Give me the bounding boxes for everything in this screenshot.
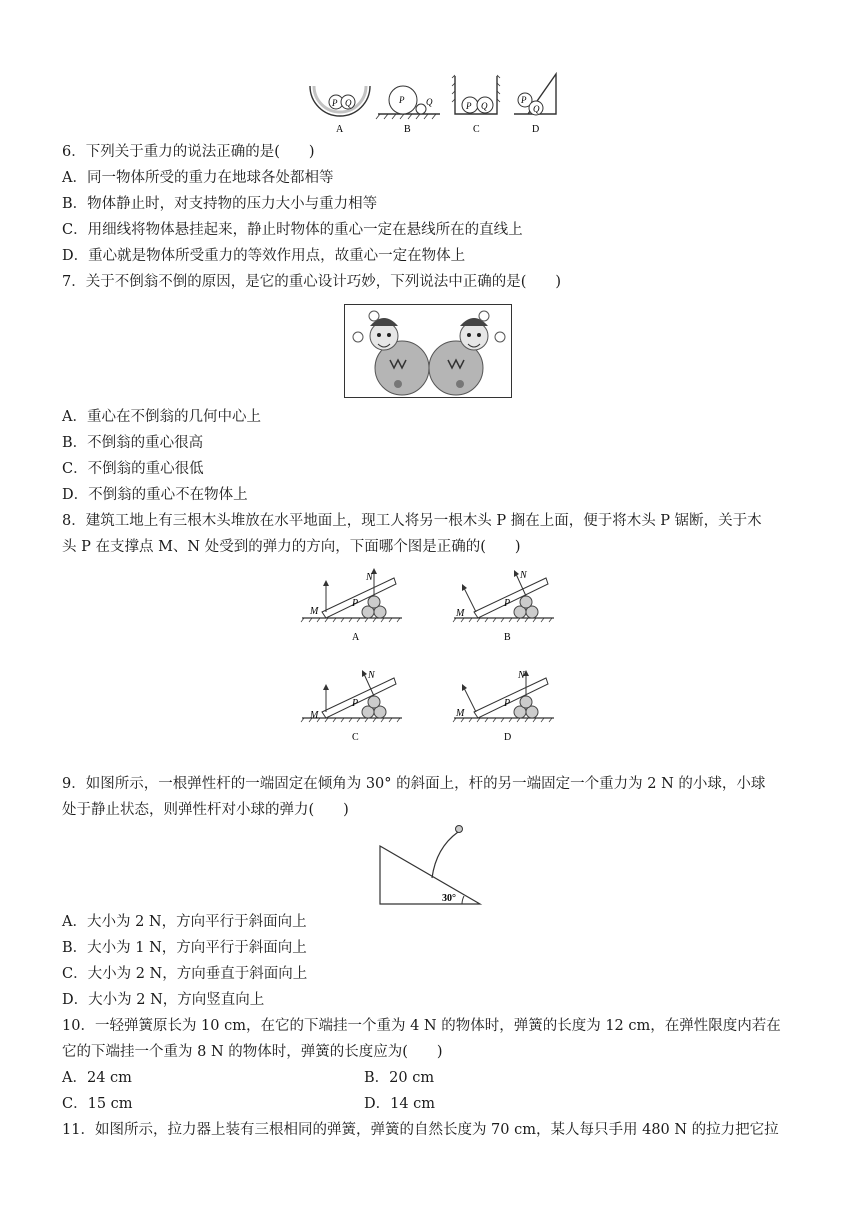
q9-stem-line2: 处于静止状态，则弹性杆对小球的弹力( ) (62, 802, 349, 818)
q9-option-a: A．大小为 2 N，方向平行于斜面向上 (62, 914, 307, 930)
fig5-c-q-label: Q (481, 101, 488, 111)
fig5-b-q-label: Q (426, 97, 433, 107)
q10-option-d: D．14 cm (364, 1096, 436, 1112)
q8-label-b: B (504, 632, 511, 643)
q9-option-d: D．大小为 2 N，方向竖直向上 (62, 992, 265, 1008)
q8a-p: P (352, 598, 359, 609)
fig5-label-b: B (404, 124, 411, 135)
q10-option-c: C．15 cm (62, 1096, 133, 1112)
figure-q5-balls (300, 72, 560, 136)
q8c-p: P (352, 698, 359, 709)
q8c-m: M (310, 710, 319, 721)
q10-stem-line1: 10．一轻弹簧原长为 10 cm，在它的下端挂一个重为 4 N 的物体时，弹簧的长度为 12 cm，在弹性限度内若在 (62, 1018, 781, 1034)
fig5-q-label: Q (345, 98, 352, 108)
q8-label-a: A (352, 632, 360, 643)
q8b-m: M (456, 608, 465, 619)
q8b-p: P (504, 598, 511, 609)
figure-q7-tumblers (344, 304, 512, 398)
q6-option-d: D．重心就是物体所受重力的等效作用点，故重心一定在物体上 (62, 248, 466, 264)
q8d-m: M (456, 708, 465, 719)
q10-option-b: B．20 cm (364, 1070, 435, 1086)
fig5-c-p-label: P (466, 101, 472, 111)
q6-stem: 6．下列关于重力的说法正确的是( ) (62, 144, 315, 160)
fig5-label-d: D (532, 124, 540, 135)
fig5-p-label: P (332, 98, 338, 108)
q7-option-d: D．不倒翁的重心不在物体上 (62, 487, 248, 503)
q8-label-d: D (504, 732, 512, 743)
figure-q8-c (298, 666, 408, 746)
q9-angle-label: 30° (442, 893, 456, 904)
q9-option-c: C．大小为 2 N，方向垂直于斜面向上 (62, 966, 308, 982)
q6-option-b: B．物体静止时，对支持物的压力大小与重力相等 (62, 196, 378, 212)
q9-stem-line1: 9．如图所示，一根弹性杆的一端固定在倾角为 30° 的斜面上，杆的另一端固定一个重力为 2 N 的小球，小球 (62, 776, 766, 792)
q8d-n: N (518, 670, 525, 681)
q7-option-c: C．不倒翁的重心很低 (62, 461, 204, 477)
fig5-b-p-label: P (399, 95, 405, 105)
fig5-d-q-label: Q (533, 104, 540, 114)
figure-q8-a (298, 566, 408, 646)
q8c-n: N (368, 670, 375, 681)
fig5-label-a: A (336, 124, 344, 135)
q9-option-b: B．大小为 1 N，方向平行于斜面向上 (62, 940, 307, 956)
q6-option-a: A．同一物体所受的重力在地球各处都相等 (62, 170, 334, 186)
figure-q8-d (450, 666, 560, 746)
q8d-p: P (504, 698, 511, 709)
fig5-label-c: C (473, 124, 480, 135)
q7-option-b: B．不倒翁的重心很高 (62, 435, 204, 451)
q8a-n: N (366, 572, 373, 583)
q10-option-a: A．24 cm (62, 1070, 132, 1086)
figure-q8-b (450, 566, 560, 646)
fig5-d-p-label: P (521, 95, 527, 105)
q7-option-a: A．重心在不倒翁的几何中心上 (62, 409, 261, 425)
q10-stem-line2: 它的下端挂一个重为 8 N 的物体时，弹簧的长度应为( ) (62, 1044, 443, 1060)
q7-stem: 7．关于不倒翁不倒的原因，是它的重心设计巧妙，下列说法中正确的是( ) (62, 274, 562, 290)
q8-label-c: C (352, 732, 359, 743)
q8a-m: M (310, 606, 319, 617)
q8b-n: N (520, 570, 527, 581)
q8-stem-line2: 头 P 在支撑点 M、N 处受到的弹力的方向，下面哪个图是正确的( ) (62, 539, 521, 555)
q6-option-c: C．用细线将物体悬挂起来，静止时物体的重心一定在悬线所在的直线上 (62, 222, 523, 238)
q8-stem-line1: 8．建筑工地上有三根木头堆放在水平地面上，现工人将另一根木头 P 搁在上面，便于将木头 P 锯断，关于木 (62, 513, 762, 529)
figure-q9-incline (374, 820, 486, 908)
q11-stem-line1: 11．如图所示，拉力器上装有三根相同的弹簧，弹簧的自然长度为 70 cm，某人每只手用 480 N 的拉力把它拉 (62, 1122, 779, 1138)
